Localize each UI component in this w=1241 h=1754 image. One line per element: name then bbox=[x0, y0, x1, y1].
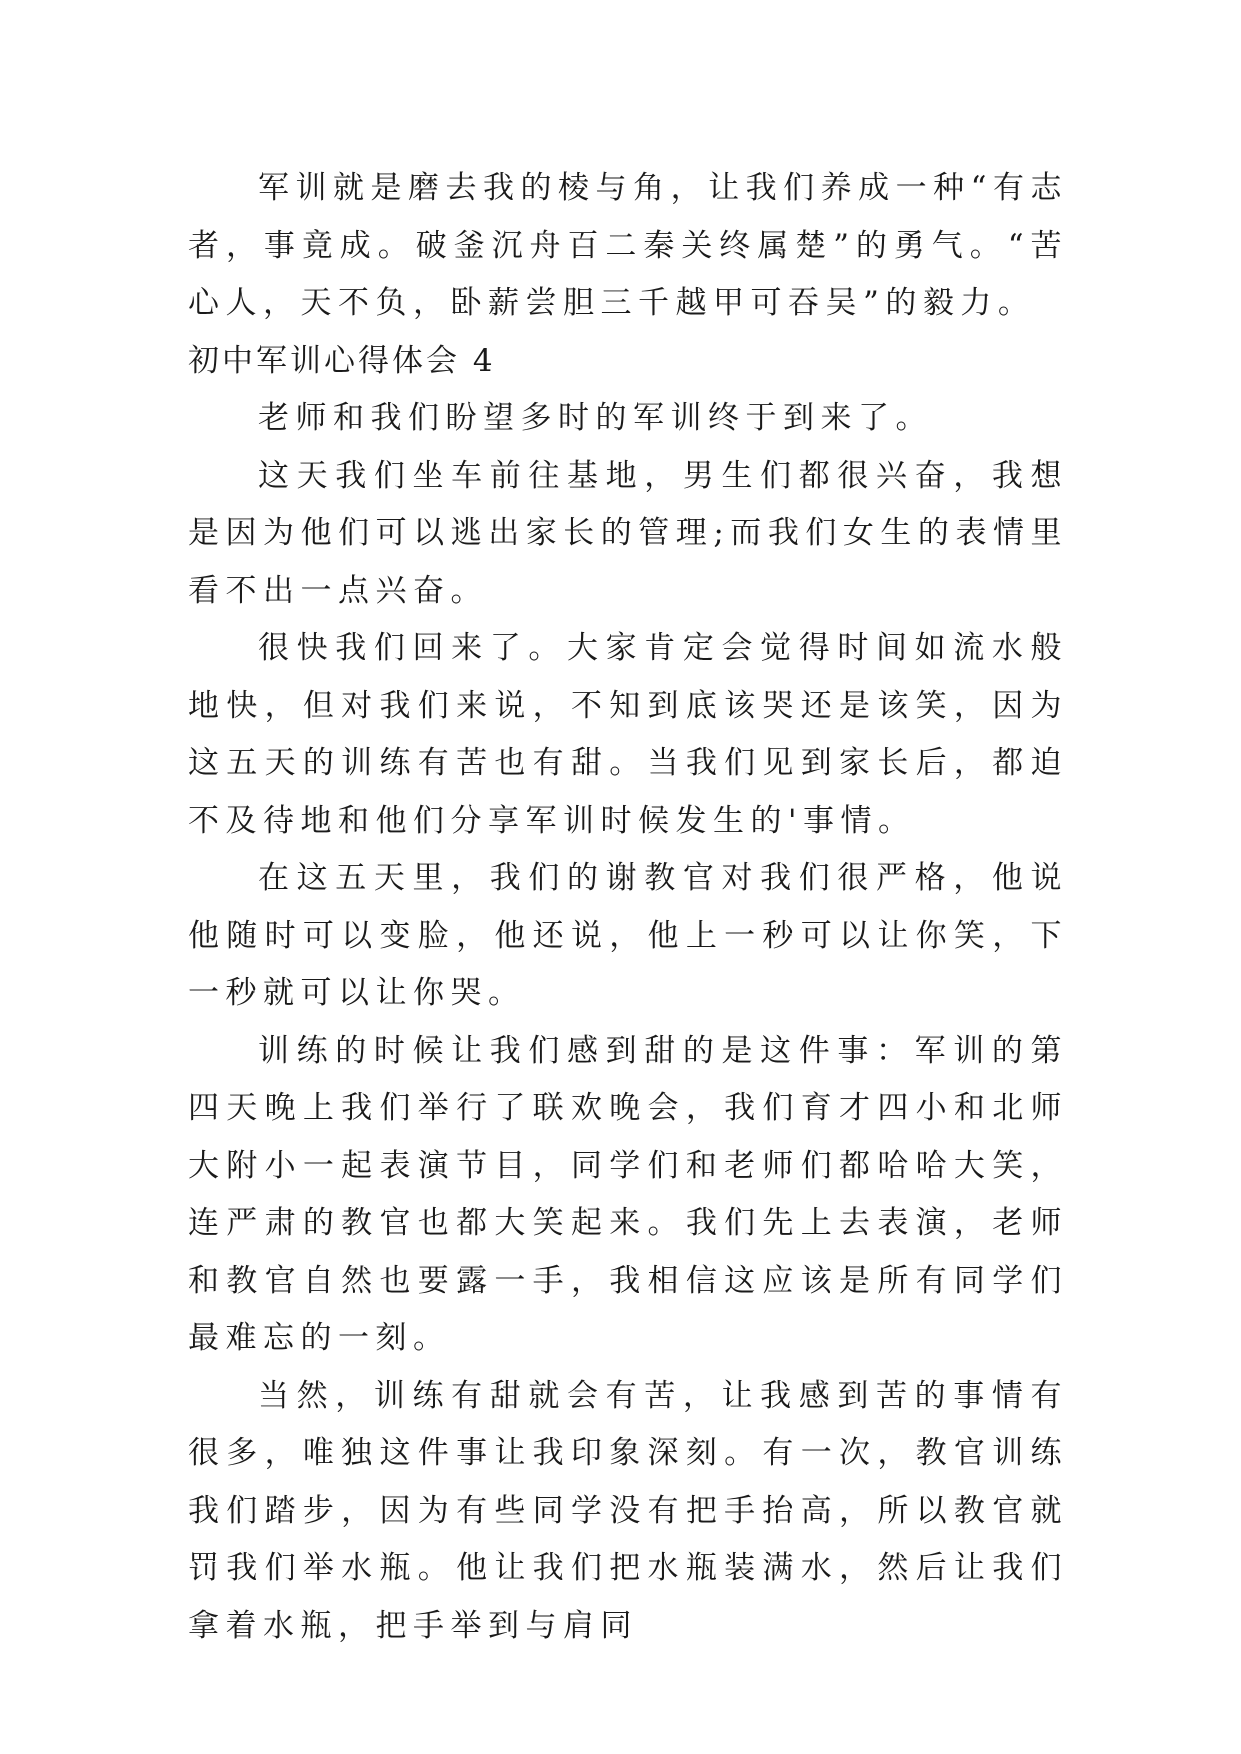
paragraph-3: 这天我们坐车前往基地，男生们都很兴奋，我想是因为他们可以逃出家长的管理;而我们女生的表情里看不出一点兴奋。 bbox=[188, 457, 1068, 609]
paragraph-2: 老师和我们盼望多时的军训终于到来了。 bbox=[258, 400, 933, 436]
section-heading: 初中军训心得体会 4 bbox=[188, 342, 496, 379]
paragraph-6: 训练的时候让我们感到甜的是这件事：军训的第四天晚上我们举行了联欢晚会，我们育才四小和北师大附小一起表演节目，同学们和老师们都哈哈大笑，连严肃的教官也都大笑起来。我们先上去表演，老师和教官自然也要露一手，我相信这应该是所有同学们最难忘的一刻。 bbox=[188, 1032, 1068, 1356]
paragraph-7: 当然，训练有甜就会有苦，让我感到苦的事情有很多，唯独这件事让我印象深刻。有一次，教官训练我们踏步，因为有些同学没有把手抬高，所以教官就罚我们举水瓶。他让我们把水瓶装满水，然后让我们拿着水瓶，把手举到与肩同 bbox=[188, 1377, 1068, 1644]
paragraph-4: 很快我们回来了。大家肯定会觉得时间如流水般地快，但对我们来说，不知到底该哭还是该笑，因为这五天的训练有苦也有甜。当我们见到家长后，都迫不及待地和他们分享军训时候发生的'事情。 bbox=[188, 630, 1068, 839]
paragraph-1: 军训就是磨去我的棱与角，让我们养成一种“有志者，事竟成。破釜沉舟百二秦关终属楚”的勇气。“苦心人，天不负，卧薪尝胆三千越甲可吞吴”的毅力。 bbox=[188, 170, 1068, 321]
document-body bbox=[188, 160, 1068, 1655]
paragraph-5: 在这五天里，我们的谢教官对我们很严格，他说他随时可以变脸，他还说，他上一秒可以让你笑，下一秒就可以让你哭。 bbox=[188, 860, 1068, 1011]
